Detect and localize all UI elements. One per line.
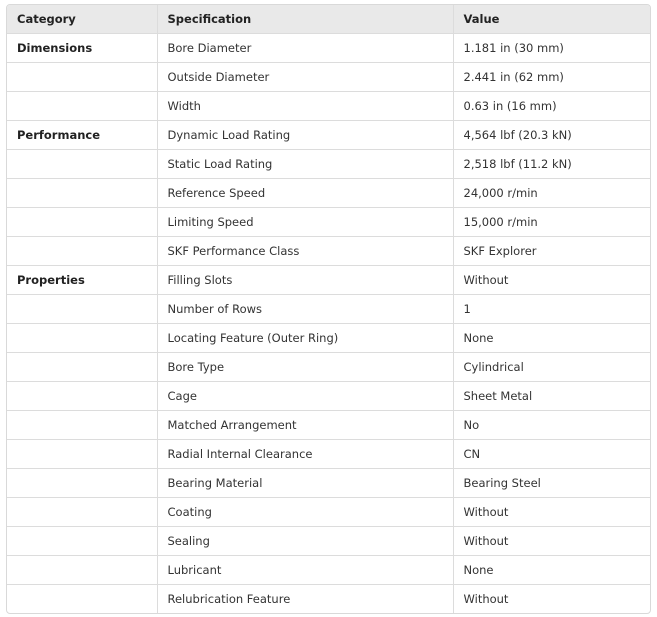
specification-cell: SKF Performance Class [157, 237, 453, 266]
value-cell: 2,518 lbf (11.2 kN) [453, 150, 650, 179]
value-cell: 0.63 in (16 mm) [453, 92, 650, 121]
specification-cell: Number of Rows [157, 295, 453, 324]
table-row [7, 63, 650, 92]
table-row [7, 266, 650, 295]
category-cell [7, 295, 157, 324]
category-cell: Performance [7, 121, 157, 150]
category-cell [7, 382, 157, 411]
value-cell: None [453, 556, 650, 585]
specification-cell: Bearing Material [157, 469, 453, 498]
value-cell: 2.441 in (62 mm) [453, 63, 650, 92]
table-row [7, 92, 650, 121]
specification-cell: Cage [157, 382, 453, 411]
specification-cell: Sealing [157, 527, 453, 556]
specification-cell: Dynamic Load Rating [157, 121, 453, 150]
specification-cell: Relubrication Feature [157, 585, 453, 614]
spec-table [7, 5, 650, 613]
value-cell: None [453, 324, 650, 353]
category-cell [7, 150, 157, 179]
specification-cell: Coating [157, 498, 453, 527]
header-specification: Specification [157, 5, 453, 34]
value-cell: 15,000 r/min [453, 208, 650, 237]
header-value: Value [453, 5, 650, 34]
category-cell [7, 324, 157, 353]
table-row [7, 440, 650, 469]
value-cell: 24,000 r/min [453, 179, 650, 208]
value-cell: 4,564 lbf (20.3 kN) [453, 121, 650, 150]
category-cell: Properties [7, 266, 157, 295]
table-row [7, 411, 650, 440]
specification-cell: Reference Speed [157, 179, 453, 208]
specification-cell: Locating Feature (Outer Ring) [157, 324, 453, 353]
category-cell [7, 498, 157, 527]
table-row [7, 150, 650, 179]
specification-cell: Lubricant [157, 556, 453, 585]
value-cell: Bearing Steel [453, 469, 650, 498]
category-cell [7, 469, 157, 498]
specification-cell: Width [157, 92, 453, 121]
table-row [7, 208, 650, 237]
category-cell [7, 440, 157, 469]
value-cell: CN [453, 440, 650, 469]
table-row [7, 34, 650, 63]
table-header [7, 5, 650, 34]
specification-cell: Bore Type [157, 353, 453, 382]
category-cell [7, 585, 157, 614]
table-row [7, 295, 650, 324]
specification-cell: Matched Arrangement [157, 411, 453, 440]
value-cell: 1 [453, 295, 650, 324]
category-cell [7, 208, 157, 237]
category-cell [7, 556, 157, 585]
header-category: Category [7, 5, 157, 34]
table-row [7, 469, 650, 498]
table-row [7, 237, 650, 266]
specification-cell: Filling Slots [157, 266, 453, 295]
table-row [7, 556, 650, 585]
header-row [7, 5, 650, 34]
table-row [7, 585, 650, 614]
category-cell [7, 411, 157, 440]
category-cell [7, 63, 157, 92]
table-body [7, 34, 650, 614]
category-cell [7, 237, 157, 266]
table-row [7, 324, 650, 353]
spec-table-container [6, 4, 651, 614]
category-cell: Dimensions [7, 34, 157, 63]
table-row [7, 121, 650, 150]
table-row [7, 527, 650, 556]
value-cell: 1.181 in (30 mm) [453, 34, 650, 63]
specification-cell: Limiting Speed [157, 208, 453, 237]
value-cell: SKF Explorer [453, 237, 650, 266]
specification-cell: Radial Internal Clearance [157, 440, 453, 469]
value-cell: Without [453, 498, 650, 527]
category-cell [7, 92, 157, 121]
value-cell: Without [453, 266, 650, 295]
specification-cell: Outside Diameter [157, 63, 453, 92]
value-cell: Sheet Metal [453, 382, 650, 411]
category-cell [7, 527, 157, 556]
value-cell: No [453, 411, 650, 440]
specification-cell: Bore Diameter [157, 34, 453, 63]
category-cell [7, 353, 157, 382]
table-row [7, 353, 650, 382]
category-cell [7, 179, 157, 208]
value-cell: Without [453, 527, 650, 556]
value-cell: Without [463, 592, 509, 606]
value-cell: Cylindrical [453, 353, 650, 382]
table-row [7, 179, 650, 208]
table-row [7, 382, 650, 411]
specification-cell: Static Load Rating [157, 150, 453, 179]
table-row [7, 498, 650, 527]
